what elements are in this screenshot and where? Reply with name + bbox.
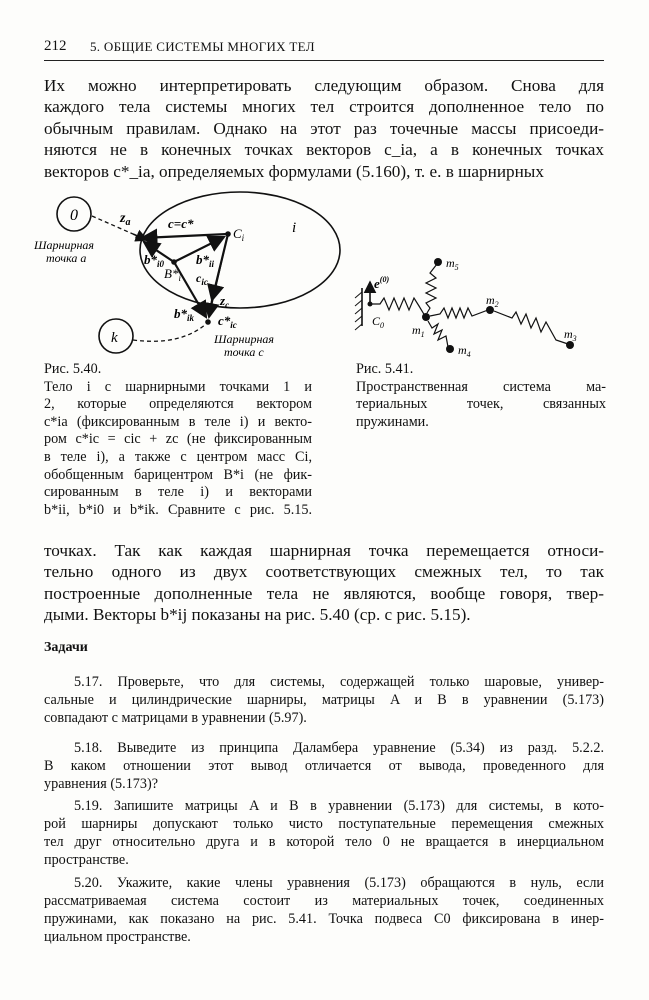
caption-540-line: Рис. 5.40. [44, 361, 102, 377]
figure-5-41 [350, 250, 590, 360]
za-label: $z_a$ [120, 211, 131, 228]
Ci-label: $C_i$ [233, 226, 245, 243]
Bi-label: $B*_i$ [164, 266, 181, 283]
mass-m1 [422, 313, 430, 321]
paragraph-2-line: тельно одного из двух соответствующих смежных тел, то так [44, 562, 604, 582]
body-i-label: i [292, 220, 297, 236]
caption-541-line: пружинами. [356, 413, 429, 430]
task-5-17 [44, 673, 604, 727]
task-line: В каком отношении этот вывод отличается от вывода, проведенного для [44, 758, 604, 774]
cic-inner-label: $c_{ic}$ [196, 271, 208, 287]
task-line: 5.19. Запишите матрицы A и B в уравнении (5.173) для системы, в кото- [74, 798, 604, 814]
task-line: 5.18. Выведите из принципа Даламбера уравнение (5.34) из разд. 5.2.2. [74, 740, 604, 756]
page-header [44, 38, 604, 61]
m3-label: $m_3$ [564, 327, 577, 343]
paragraph-1-line: обычным правилам. Однако на этот раз точечные массы присоеди- [44, 118, 604, 138]
hinge-c-label: Шарнирная [214, 332, 274, 346]
mass-m5 [434, 258, 442, 266]
tasks-heading: Задачи [44, 640, 88, 655]
task-line: пружинами, как показано на рис. 5.41. Точка подвеса C0 фиксирована в инер- [44, 911, 604, 927]
task-line: рой шарниры допускают только чисто поступательные перемещения смежных [44, 816, 604, 832]
page-number: 212 [44, 38, 67, 54]
mass-m4 [446, 345, 454, 353]
task-line: пространстве. [44, 852, 129, 868]
task-line: рассматриваемая система состоит из материальных точек, соединенных [44, 893, 604, 909]
body-k-label: k [111, 330, 118, 346]
paragraph-2-line: точках. Так как каждая шарнирная точка перемещается относи- [44, 541, 604, 560]
paragraph-1-line: няются не в конечных точках векторов c_ia, а в конечных точках [44, 140, 604, 160]
cia-label: c=c* [168, 216, 194, 231]
paragraph-2-line: дыми. Векторы b*ij показаны на рис. 5.40 (ср. с рис. 5.15). [44, 605, 471, 625]
task-line: 5.17. Проверьте, что для системы, содержащей только шаровые, универ- [74, 674, 604, 690]
task-5-18 [44, 739, 604, 793]
mass-m2 [486, 306, 494, 314]
task-line: циальном пространстве. [44, 929, 191, 945]
task-line: сальные и цилиндрические шарниры, матрицы A и B в уравнении (5.173) [44, 692, 604, 708]
bii-label: $b*_{ii}$ [196, 252, 215, 269]
figure-5-40 [30, 190, 350, 360]
hinge-point-a [135, 235, 141, 241]
body-i-ellipse [140, 192, 340, 308]
suspension-C0 [368, 302, 373, 307]
task-line: тел друг относительно друга и в которой тело 0 не вращается в инерциальном [44, 834, 604, 850]
bi0-label: $b*_{i0}$ [144, 252, 165, 269]
paragraph-2-line: построенные дополненные тела не являются, вообще говоря, твер- [44, 583, 604, 603]
caption-541-line: териальных точек, связанных [356, 396, 606, 413]
wall-hatch [355, 292, 362, 330]
caption-540-line: в теле i), а также с центром масс Ci, [44, 448, 312, 465]
caption-541-line: Рис. 5.41. [356, 361, 414, 377]
task-line: 5.20. Укажите, какие члены уравнения (5.173) обращаются в нуль, если [74, 875, 604, 891]
m1-label: $m_1$ [412, 323, 425, 339]
C0-label: $C_0$ [372, 314, 385, 330]
spring-m1-m4 [428, 321, 448, 347]
k-to-c-dashed [133, 324, 206, 341]
hinge-a-label: Шарнирная [34, 238, 94, 252]
caption-541-line: Пространственная система ма- [356, 378, 606, 395]
e0-label: $e^{(0)}$ [374, 275, 390, 291]
paragraph-1-line: векторов c*_ia, определяемых формулами (5.160), т. е. в шарнирных [44, 161, 544, 181]
paragraph-1 [44, 75, 604, 182]
hinge-c-label-2: точка c [224, 345, 264, 359]
caption-540-line: b*ii, b*i0 и b*ik. Сравните с рис. 5.15. [44, 501, 312, 518]
bik-label: $b*_{ik}$ [174, 306, 195, 323]
caption-540-line: c*ia (фиксированным в теле i) и векто- [44, 413, 312, 430]
caption-fig-5-41 [356, 361, 606, 431]
hinge-a-label-2: точка a [46, 251, 87, 265]
chapter-title: 5. ОБЩИЕ СИСТЕМЫ МНОГИХ ТЕЛ [90, 39, 315, 54]
hinge-point-c [205, 319, 211, 325]
spring-m1-m5 [426, 264, 437, 313]
task-5-20 [44, 874, 604, 946]
caption-540-line: сированным в теле i) и векторами [44, 484, 312, 501]
task-5-19 [44, 797, 604, 869]
cia-vector [142, 234, 228, 238]
m2-label: $m_2$ [486, 293, 499, 309]
cic-star-label: $c*_{ic}$ [218, 313, 237, 330]
m4-label: $m_4$ [458, 343, 471, 359]
spring-m2-m3 [494, 311, 568, 344]
paragraph-1-line: Их можно интерпретировать следующим образом. Снова для [44, 76, 604, 95]
paragraph-1-line: каждого тела системы многих тел строится дополненное тело по [44, 97, 604, 117]
paragraph-2 [44, 540, 604, 626]
m5-label: $m_5$ [446, 256, 459, 272]
caption-540-line: Тело i с шарнирными точками 1 и [44, 378, 312, 395]
task-line: уравнения (5.173)? [44, 776, 158, 792]
caption-fig-5-40 [44, 361, 312, 519]
caption-540-line: ром c*ic = cic + zc (не фиксированным [44, 431, 312, 448]
caption-540-line: обобщенным барицентром B*i (не фик- [44, 466, 312, 483]
caption-540-line: 2, которые определяются вектором [44, 396, 312, 413]
task-line: совпадают с матрицами в уравнении (5.97). [44, 710, 307, 726]
spring-m1-m2 [430, 308, 488, 318]
body-0-label: 0 [70, 207, 78, 224]
zc-label: $z_c$ [220, 293, 230, 310]
